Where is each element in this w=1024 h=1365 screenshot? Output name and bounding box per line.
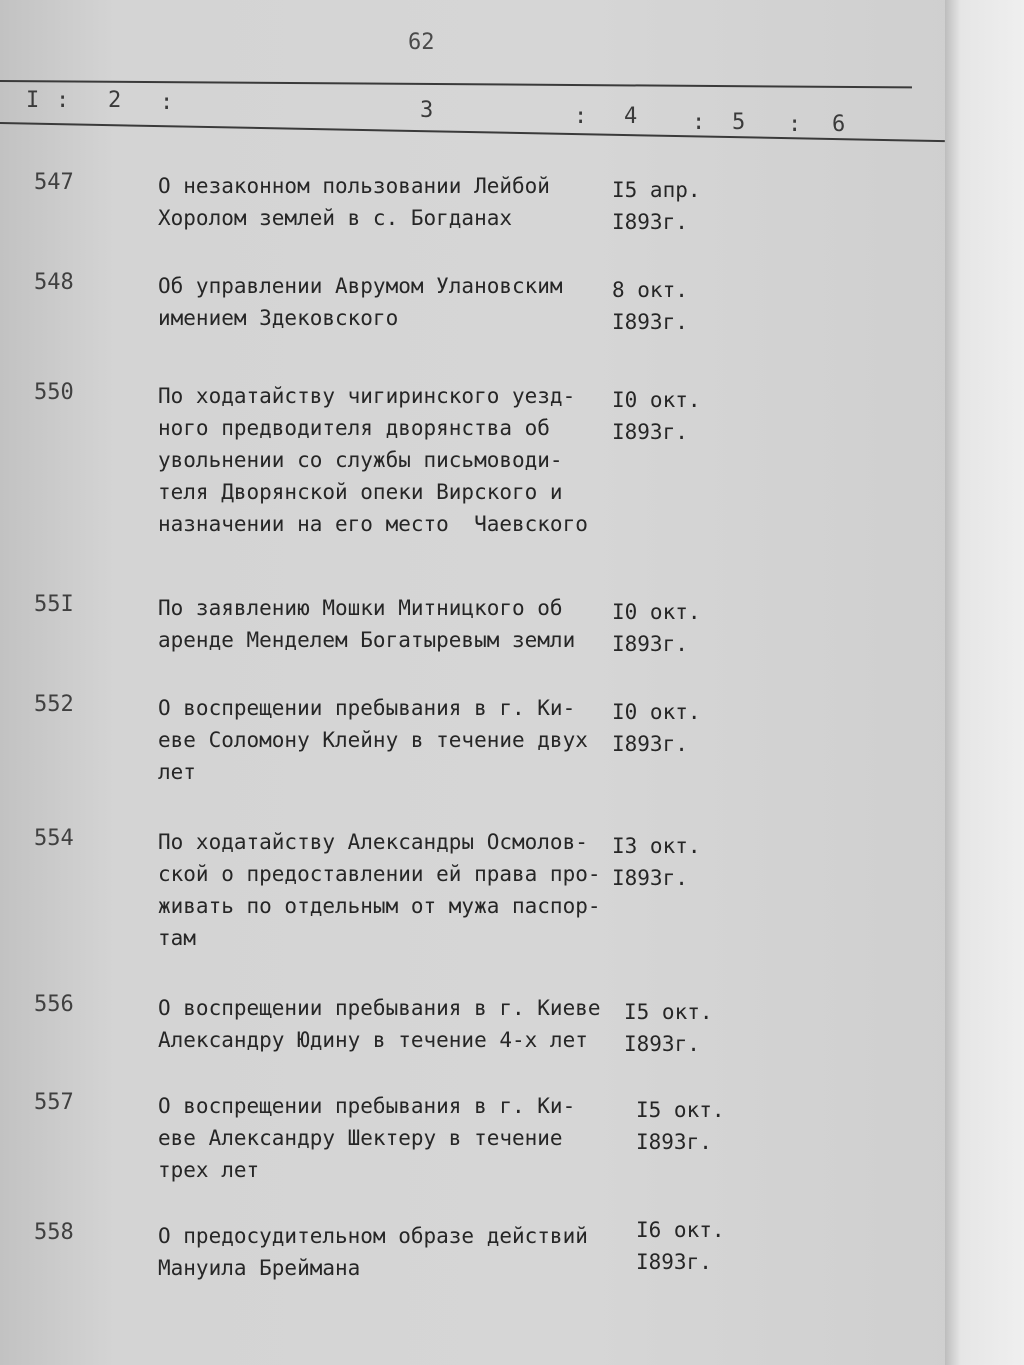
page-number: 62 [408,30,435,55]
description-line: теля Дворянской опеки Вирского и [158,480,563,504]
entry-date [636,1094,725,1158]
description-line: Александру Юдину в течение 4-х лет [158,1028,588,1052]
description-line: лет [158,760,196,784]
entry-description [158,1220,638,1284]
description-line: трех лет [158,1158,260,1182]
entry-description [158,1090,638,1186]
description-line: ской о предоставлении ей права про- [158,862,601,886]
column-separator: : [788,112,802,137]
description-line: еве Александру Шектеру в течение [158,1126,563,1150]
description-line: О предосудительном образе действий [158,1224,588,1248]
entry-date-year: I893г. [612,210,688,234]
entry-number: 557 [34,1090,74,1115]
entry-description [158,992,638,1056]
entry-date-day: I5 окт. [636,1098,725,1122]
entry-number: 554 [34,826,74,851]
entry-date-day: I5 апр. [612,178,701,202]
column-header-3: 3 [420,98,434,123]
entry-date-day: I5 окт. [624,1000,713,1024]
entry-date [612,596,701,660]
description-line: ного предводителя дворянства об [158,416,550,440]
entry-description [158,380,638,540]
entry-number: 552 [34,692,74,717]
entry-date-year: I893г. [612,310,688,334]
entry-date-year: I893г. [636,1250,712,1274]
entry-date [636,1214,725,1278]
description-line: аренде Менделем Богатыревым земли [158,628,576,652]
column-header-6: 6 [832,112,846,137]
description-line: живать по отдельным от мужа паспор- [158,894,601,918]
entry-date [612,830,701,894]
description-line: имением Здековского [158,306,399,330]
entry-date-day: I0 окт. [612,600,701,624]
description-line: увольнении со службы письмоводи- [158,448,563,472]
column-separator: : [160,90,174,115]
description-line: По заявлению Мошки Митницкого об [158,596,563,620]
column-header-1: I [26,88,40,113]
entry-description [158,692,638,788]
entry-date-year: I893г. [612,420,688,444]
entry-description [158,592,638,656]
column-separator: : [56,88,70,113]
entry-number: 556 [34,992,74,1017]
entry-date-year: I893г. [612,732,688,756]
entry-description [158,170,638,234]
description-line: О воспрещении пребывания в г. Киеве [158,996,601,1020]
entry-number: 558 [34,1220,74,1245]
entry-number: 547 [34,170,74,195]
page-edge-shadow [945,0,1024,1365]
entry-date-day: I6 окт. [636,1218,725,1242]
description-line: там [158,926,196,950]
entry-description [158,826,638,954]
header-rule-top [0,80,912,88]
column-header-5: 5 [732,110,746,135]
entry-description [158,270,638,334]
description-line: Об управлении Аврумом Улановским [158,274,563,298]
entry-date-day: 8 окт. [612,278,688,302]
entry-number: 55I [34,592,74,617]
description-line: О воспрещении пребывания в г. Ки- [158,696,576,720]
entry-date-day: I0 окт. [612,700,701,724]
column-header-4: 4 [624,104,638,129]
entry-number: 548 [34,270,74,295]
column-header-2: 2 [108,88,122,113]
entry-date [612,696,701,760]
description-line: Мануила Бреймана [158,1256,361,1280]
entry-date [612,174,701,238]
entry-date-year: I893г. [624,1032,700,1056]
description-line: О воспрещении пребывания в г. Ки- [158,1094,576,1118]
entry-date-year: I893г. [612,632,688,656]
entry-date [624,996,713,1060]
description-line: По ходатайству чигиринского уезд- [158,384,576,408]
description-line: О незаконном пользовании Лейбой [158,174,550,198]
entry-date-year: I893г. [636,1130,712,1154]
description-line: еве Соломону Клейну в течение двух [158,728,588,752]
entry-date-year: I893г. [612,866,688,890]
description-line: По ходатайству Александры Осмолов- [158,830,588,854]
description-line: назначении на его место Чаевского [158,512,588,536]
entry-number: 550 [34,380,74,405]
column-separator: : [574,104,588,129]
entry-date-day: I0 окт. [612,388,701,412]
entry-date [612,384,701,448]
column-separator: : [692,110,706,135]
entry-date-day: I3 окт. [612,834,701,858]
entry-date [612,274,688,338]
description-line: Хоролом землей в с. Богданах [158,206,513,230]
header-rule-bottom [0,122,945,142]
